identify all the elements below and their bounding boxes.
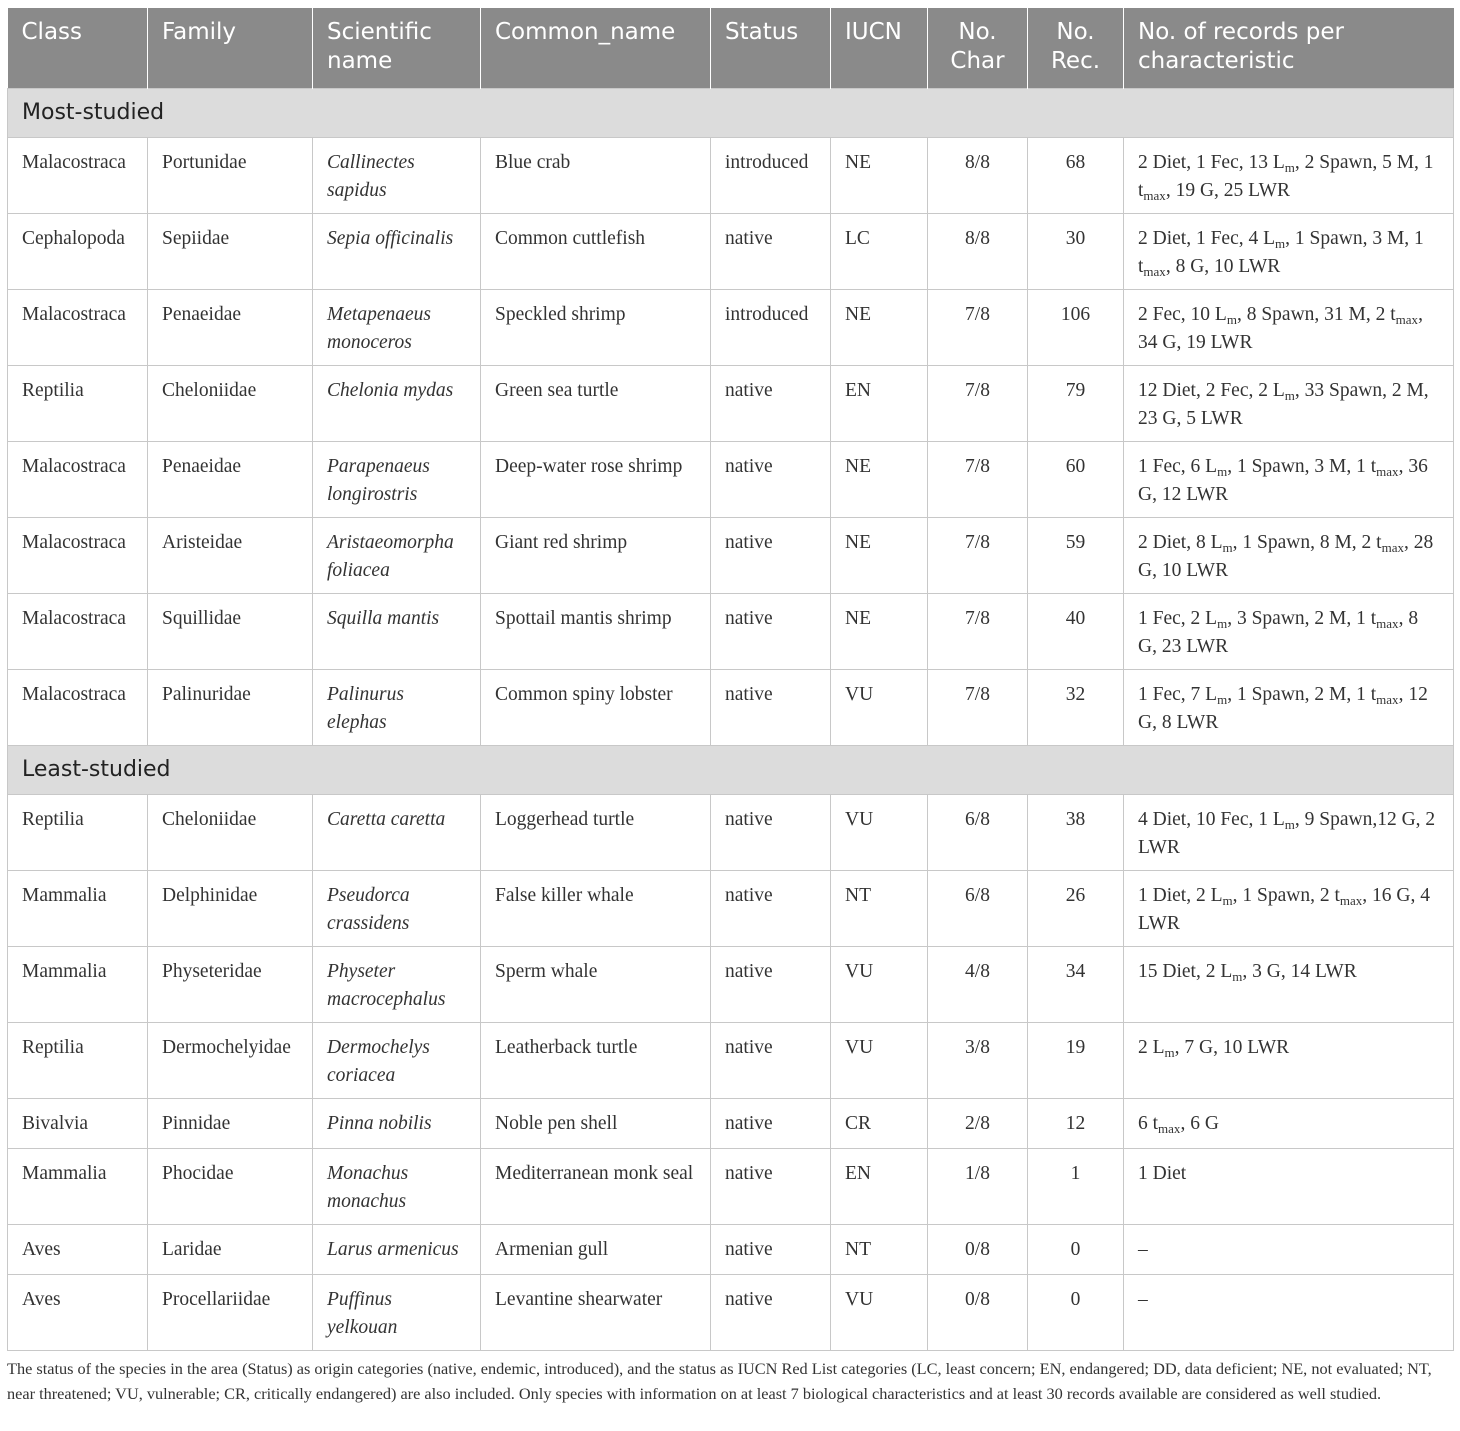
cell-no-rec: 1	[1028, 1149, 1124, 1225]
cell-no-char: 7/8	[928, 670, 1028, 746]
cell-common-name: Spottail mantis shrimp	[481, 594, 711, 670]
header-status: Status	[711, 8, 831, 89]
header-records-per-characteristic: No. of records per characteristic	[1124, 8, 1454, 89]
table-row	[8, 138, 1454, 214]
cell-records: 2 Diet, 8 $L_m$, 1 Spawn, 8 M, 2 $t_{max}$, 28 G, 10 LWR	[1124, 518, 1454, 594]
cell-class: Cephalopoda	[8, 214, 148, 290]
cell-no-char: 8/8	[928, 138, 1028, 214]
cell-no-char: 7/8	[928, 594, 1028, 670]
cell-no-rec: 40	[1028, 594, 1124, 670]
cell-no-rec: 19	[1028, 1023, 1124, 1099]
cell-scientific-name: Caretta caretta	[313, 795, 481, 871]
cell-iucn: NT	[831, 1225, 928, 1275]
cell-scientific-name: Metapenaeus monoceros	[313, 290, 481, 366]
cell-family: Aristeidae	[148, 518, 313, 594]
cell-common-name: Green sea turtle	[481, 366, 711, 442]
cell-status: introduced	[711, 138, 831, 214]
cell-no-char: 8/8	[928, 214, 1028, 290]
cell-common-name: Deep-water rose shrimp	[481, 442, 711, 518]
cell-iucn: NT	[831, 871, 928, 947]
cell-status: native	[711, 670, 831, 746]
group-row	[8, 89, 1454, 138]
cell-scientific-name: Physeter macrocephalus	[313, 947, 481, 1023]
cell-status: native	[711, 518, 831, 594]
cell-iucn: EN	[831, 1149, 928, 1225]
cell-records: 2 $L_m$, 7 G, 10 LWR	[1124, 1023, 1454, 1099]
cell-no-rec: 59	[1028, 518, 1124, 594]
cell-class: Mammalia	[8, 871, 148, 947]
cell-no-rec: 0	[1028, 1275, 1124, 1351]
cell-iucn: VU	[831, 1023, 928, 1099]
table-row	[8, 947, 1454, 1023]
cell-no-rec: 106	[1028, 290, 1124, 366]
cell-status: native	[711, 1149, 831, 1225]
cell-records: 2 Diet, 1 Fec, 4 $L_m$, 1 Spawn, 3 M, 1 $t_{max}$, 8 G, 10 LWR	[1124, 214, 1454, 290]
table-row	[8, 214, 1454, 290]
cell-no-char: 6/8	[928, 795, 1028, 871]
cell-scientific-name: Sepia officinalis	[313, 214, 481, 290]
cell-no-char: 7/8	[928, 518, 1028, 594]
cell-iucn: NE	[831, 138, 928, 214]
cell-records: –	[1124, 1225, 1454, 1275]
cell-class: Reptilia	[8, 1023, 148, 1099]
cell-iucn: VU	[831, 670, 928, 746]
cell-common-name: Common cuttlefish	[481, 214, 711, 290]
cell-common-name: False killer whale	[481, 871, 711, 947]
table-row	[8, 795, 1454, 871]
cell-family: Portunidae	[148, 138, 313, 214]
cell-iucn: VU	[831, 795, 928, 871]
cell-records: –	[1124, 1275, 1454, 1351]
cell-status: native	[711, 214, 831, 290]
cell-family: Cheloniidae	[148, 366, 313, 442]
header-no-char: No. Char	[928, 8, 1028, 89]
cell-class: Malacostraca	[8, 138, 148, 214]
cell-no-rec: 79	[1028, 366, 1124, 442]
cell-family: Delphinidae	[148, 871, 313, 947]
cell-common-name: Blue crab	[481, 138, 711, 214]
cell-family: Sepiidae	[148, 214, 313, 290]
cell-class: Aves	[8, 1275, 148, 1351]
cell-no-char: 2/8	[928, 1099, 1028, 1149]
cell-status: native	[711, 795, 831, 871]
table-row	[8, 442, 1454, 518]
cell-records: 12 Diet, 2 Fec, 2 $L_m$, 33 Spawn, 2 M, 23 G, 5 LWR	[1124, 366, 1454, 442]
cell-scientific-name: Dermochelys coriacea	[313, 1023, 481, 1099]
cell-family: Penaeidae	[148, 442, 313, 518]
cell-iucn: LC	[831, 214, 928, 290]
cell-no-char: 0/8	[928, 1275, 1028, 1351]
cell-scientific-name: Callinectes sapidus	[313, 138, 481, 214]
cell-records: 4 Diet, 10 Fec, 1 $L_m$, 9 Spawn,12 G, 2 LWR	[1124, 795, 1454, 871]
cell-no-char: 7/8	[928, 366, 1028, 442]
table-footnote: The status of the species in the area (Status) as origin categories (native, endemic, introduced), and the status as IUCN Red List categories (LC, least concern; EN, endangered; DD, data deficient; NE, not evaluated; NT, near threatened; VU, vulnerable; CR, critically endangered) are also included. Only species with information on at least 7 biological characteristics and at least 30 records available are considered as well studied.	[7, 1359, 1432, 1403]
cell-class: Aves	[8, 1225, 148, 1275]
cell-scientific-name: Chelonia mydas	[313, 366, 481, 442]
table-row	[8, 670, 1454, 746]
cell-records: 15 Diet, 2 $L_m$, 3 G, 14 LWR	[1124, 947, 1454, 1023]
cell-family: Procellariidae	[148, 1275, 313, 1351]
cell-common-name: Common spiny lobster	[481, 670, 711, 746]
cell-family: Penaeidae	[148, 290, 313, 366]
cell-records: 1 Diet, 2 $L_m$, 1 Spawn, 2 $t_{max}$, 16 G, 4 LWR	[1124, 871, 1454, 947]
cell-scientific-name: Pseudorca crassidens	[313, 871, 481, 947]
document	[7, 8, 1453, 1406]
cell-class: Reptilia	[8, 795, 148, 871]
species-table	[7, 8, 1454, 1351]
cell-common-name: Loggerhead turtle	[481, 795, 711, 871]
cell-records: 6 $t_{max}$, 6 G	[1124, 1099, 1454, 1149]
table-row	[8, 594, 1454, 670]
cell-family: Dermochelyidae	[148, 1023, 313, 1099]
cell-family: Palinuridae	[148, 670, 313, 746]
cell-scientific-name: Palinurus elephas	[313, 670, 481, 746]
table-row	[8, 871, 1454, 947]
cell-no-rec: 12	[1028, 1099, 1124, 1149]
cell-status: native	[711, 947, 831, 1023]
cell-common-name: Giant red shrimp	[481, 518, 711, 594]
cell-status: native	[711, 442, 831, 518]
cell-no-char: 1/8	[928, 1149, 1028, 1225]
cell-no-rec: 38	[1028, 795, 1124, 871]
cell-iucn: VU	[831, 947, 928, 1023]
cell-class: Malacostraca	[8, 670, 148, 746]
table-row	[8, 1099, 1454, 1149]
cell-no-rec: 32	[1028, 670, 1124, 746]
header-iucn: IUCN	[831, 8, 928, 89]
cell-iucn: NE	[831, 518, 928, 594]
cell-class: Malacostraca	[8, 442, 148, 518]
header-no-rec: No. Rec.	[1028, 8, 1124, 89]
table-row	[8, 290, 1454, 366]
cell-records: 1 Fec, 6 $L_m$, 1 Spawn, 3 M, 1 $t_{max}$, 36 G, 12 LWR	[1124, 442, 1454, 518]
cell-class: Bivalvia	[8, 1099, 148, 1149]
cell-common-name: Leatherback turtle	[481, 1023, 711, 1099]
table-row	[8, 1225, 1454, 1275]
cell-no-rec: 30	[1028, 214, 1124, 290]
cell-no-char: 6/8	[928, 871, 1028, 947]
cell-common-name: Speckled shrimp	[481, 290, 711, 366]
cell-family: Phocidae	[148, 1149, 313, 1225]
cell-scientific-name: Parapenaeus longirostris	[313, 442, 481, 518]
cell-class: Mammalia	[8, 1149, 148, 1225]
header-class: Class	[8, 8, 148, 89]
cell-status: native	[711, 1099, 831, 1149]
cell-status: native	[711, 1225, 831, 1275]
table-body	[8, 89, 1454, 1351]
cell-status: native	[711, 871, 831, 947]
cell-scientific-name: Squilla mantis	[313, 594, 481, 670]
cell-iucn: NE	[831, 594, 928, 670]
cell-status: native	[711, 1275, 831, 1351]
cell-common-name: Armenian gull	[481, 1225, 711, 1275]
cell-class: Mammalia	[8, 947, 148, 1023]
cell-scientific-name: Aristaeomorpha foliacea	[313, 518, 481, 594]
cell-status: introduced	[711, 290, 831, 366]
cell-scientific-name: Puffinus yelkouan	[313, 1275, 481, 1351]
cell-common-name: Sperm whale	[481, 947, 711, 1023]
cell-status: native	[711, 1023, 831, 1099]
cell-family: Pinnidae	[148, 1099, 313, 1149]
cell-class: Malacostraca	[8, 290, 148, 366]
cell-no-char: 0/8	[928, 1225, 1028, 1275]
cell-records: 1 Fec, 2 $L_m$, 3 Spawn, 2 M, 1 $t_{max}$, 8 G, 23 LWR	[1124, 594, 1454, 670]
cell-iucn: CR	[831, 1099, 928, 1149]
cell-status: native	[711, 366, 831, 442]
cell-no-rec: 0	[1028, 1225, 1124, 1275]
table-row	[8, 1023, 1454, 1099]
cell-no-char: 7/8	[928, 442, 1028, 518]
cell-iucn: EN	[831, 366, 928, 442]
table-header	[8, 8, 1454, 89]
cell-iucn: NE	[831, 290, 928, 366]
group-label: Most-studied	[8, 89, 1454, 138]
group-label: Least-studied	[8, 746, 1454, 795]
table-row	[8, 1275, 1454, 1351]
cell-status: native	[711, 594, 831, 670]
cell-iucn: VU	[831, 1275, 928, 1351]
table-row	[8, 1149, 1454, 1225]
cell-class: Reptilia	[8, 366, 148, 442]
cell-scientific-name: Monachus monachus	[313, 1149, 481, 1225]
cell-family: Cheloniidae	[148, 795, 313, 871]
cell-records: 2 Diet, 1 Fec, 13 $L_m$, 2 Spawn, 5 M, 1 $t_{max}$, 19 G, 25 LWR	[1124, 138, 1454, 214]
cell-common-name: Levantine shearwater	[481, 1275, 711, 1351]
group-row	[8, 746, 1454, 795]
header-common-name: Common_name	[481, 8, 711, 89]
table-row	[8, 366, 1454, 442]
cell-records: 2 Fec, 10 $L_m$, 8 Spawn, 31 M, 2 $t_{max}$, 34 G, 19 LWR	[1124, 290, 1454, 366]
cell-common-name: Mediterranean monk seal	[481, 1149, 711, 1225]
table-row	[8, 518, 1454, 594]
cell-family: Physeteridae	[148, 947, 313, 1023]
cell-class: Malacostraca	[8, 594, 148, 670]
cell-no-rec: 60	[1028, 442, 1124, 518]
cell-class: Malacostraca	[8, 518, 148, 594]
header-scientific-name: Scientific name	[313, 8, 481, 89]
cell-iucn: NE	[831, 442, 928, 518]
cell-no-rec: 68	[1028, 138, 1124, 214]
cell-family: Laridae	[148, 1225, 313, 1275]
cell-no-rec: 34	[1028, 947, 1124, 1023]
cell-no-char: 3/8	[928, 1023, 1028, 1099]
cell-no-char: 4/8	[928, 947, 1028, 1023]
cell-scientific-name: Pinna nobilis	[313, 1099, 481, 1149]
cell-no-rec: 26	[1028, 871, 1124, 947]
cell-records: 1 Fec, 7 $L_m$, 1 Spawn, 2 M, 1 $t_{max}$, 12 G, 8 LWR	[1124, 670, 1454, 746]
cell-family: Squillidae	[148, 594, 313, 670]
cell-common-name: Noble pen shell	[481, 1099, 711, 1149]
cell-scientific-name: Larus armenicus	[313, 1225, 481, 1275]
cell-no-char: 7/8	[928, 290, 1028, 366]
header-family: Family	[148, 8, 313, 89]
cell-records: 1 Diet	[1124, 1149, 1454, 1225]
